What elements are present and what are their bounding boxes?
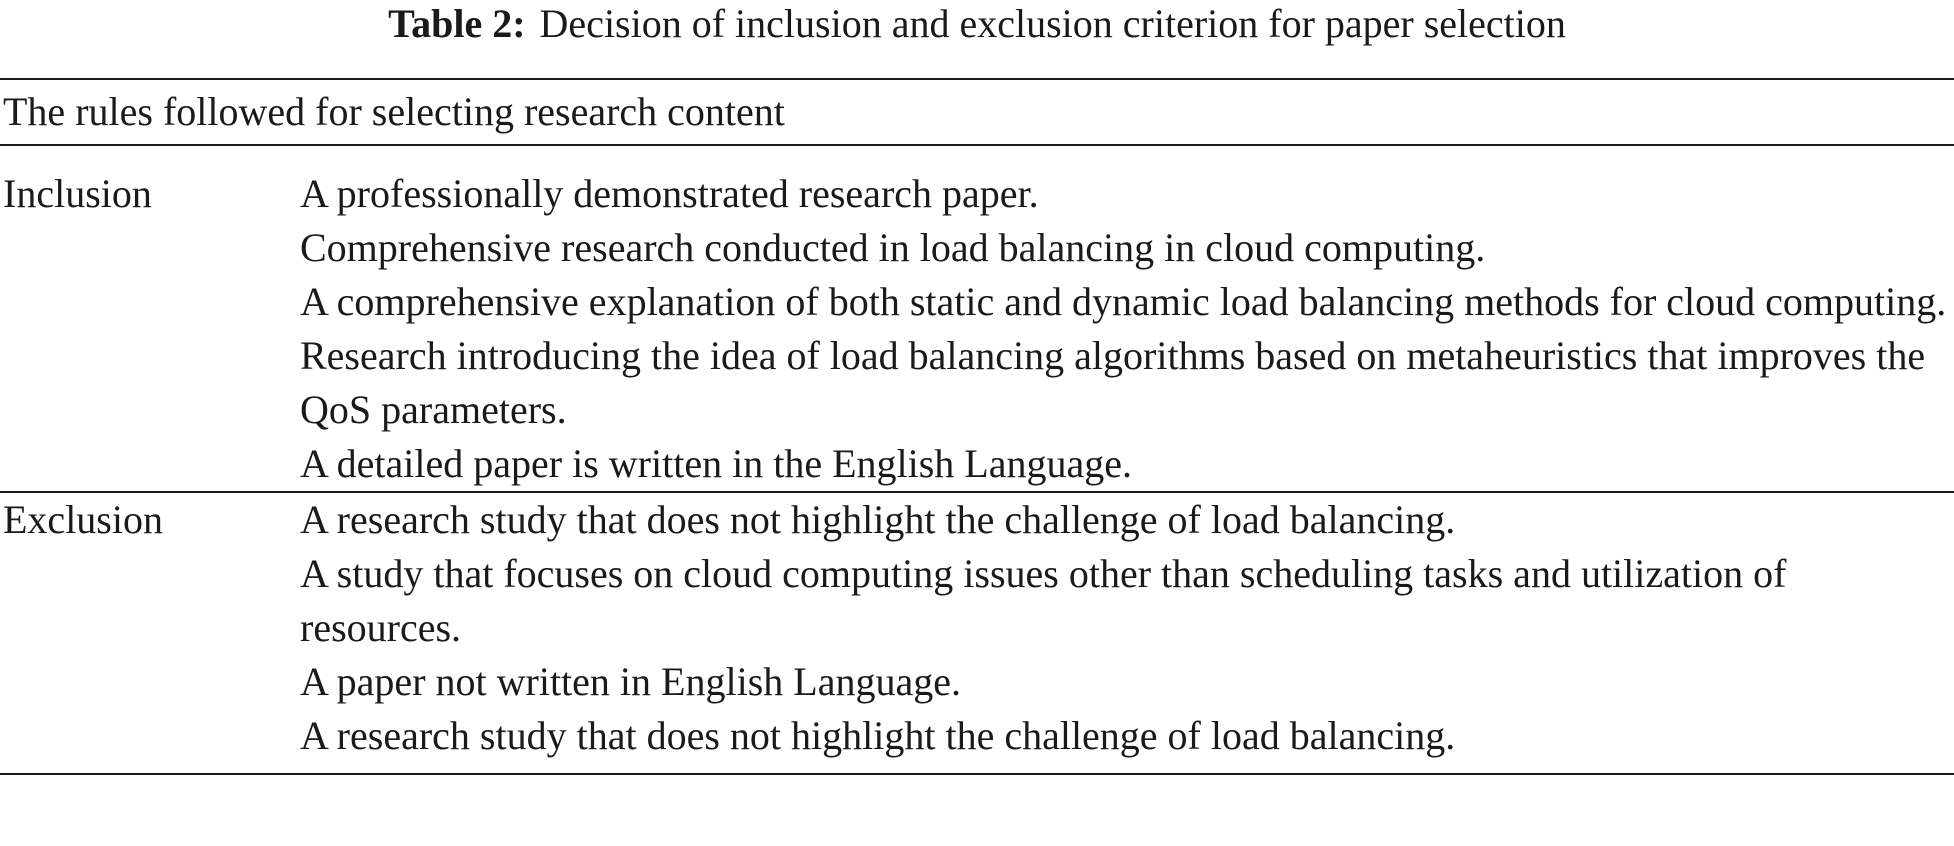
inclusion-section [0,146,1954,491]
inclusion-item: Comprehensive research conducted in load balancing in cloud computing. [300,225,1486,270]
inclusion-label: Inclusion [3,171,152,216]
exclusion-item: A study that focuses on cloud computing issues other than scheduling tasks and utilization of resources. [300,551,1787,650]
inclusion-item: A professionally demonstrated research paper. [300,171,1039,216]
exclusion-item: A paper not written in English Language. [300,659,961,704]
inclusion-item: A detailed paper is written in the English Language. [300,441,1132,486]
table-caption [0,0,1954,56]
table-header: The rules followed for selecting research content [3,89,785,134]
exclusion-section [0,493,1954,763]
inclusion-item: A comprehensive explanation of both static and dynamic load balancing methods for cloud computing. [300,279,1947,324]
inclusion-items [300,167,1954,491]
exclusion-items [300,493,1954,763]
caption-text: Decision of inclusion and exclusion criterion for paper selection [539,1,1566,46]
inclusion-item: Research introducing the idea of load balancing algorithms based on metaheuristics that improves the QoS parameters. [300,333,1926,432]
caption-label: Table 2: [388,1,526,46]
exclusion-item: A research study that does not highlight the challenge of load balancing. [300,497,1456,542]
table-bottom-rule [0,773,1954,775]
exclusion-label: Exclusion [3,497,163,542]
exclusion-item: A research study that does not highlight the challenge of load balancing. [300,713,1456,758]
